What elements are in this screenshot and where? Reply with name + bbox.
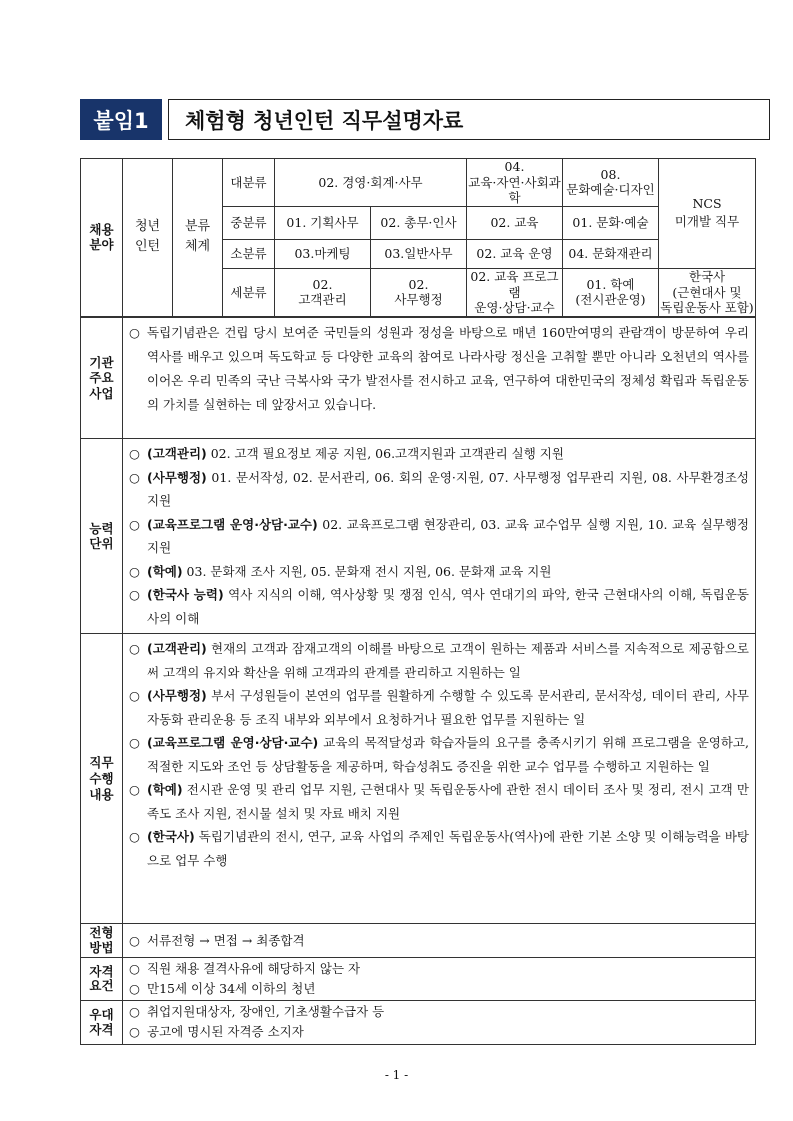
detail-category: 01. 학예 (전시관운영) [563,268,659,316]
item-heading: (학예) [147,782,183,798]
detail-category: 한국사 (근현대사 및 독립운동사 포함) [660,268,754,316]
job-description-table [80,158,756,1045]
process-text: 서류전형 → 면접 → 최종합격 [147,933,305,948]
minor-category: 03.일반사무 [371,239,467,268]
detail-category: 02. 교육 프로그램 운영·상담·교수 [467,268,563,316]
item-text: 교육의 목적달성과 학습자들의 요구를 충족시키기 위해 프로그램을 운영하고, 적절한 지도와 조언 등 상담활동을 제공하며, 학습성취도 증진을 위한 교수 업무를 수행하고 지원하는 일 [147,735,749,774]
item-heading: (사무행정) [147,688,207,704]
level-label: 중분류 [223,206,275,239]
recruit-field-label: 채용 분야 [81,159,123,317]
item-text: 02. 교육프로그램 현장관리, 03. 교육 교수업무 실행 지원, 10. 교육 실무행정 지원 [147,516,749,556]
middle-category: 01. 기획사무 [275,206,371,239]
minor-category: 02. 교육 운영 [467,239,563,268]
attachment-badge: 붙임1 [80,99,162,140]
process-content [123,924,756,958]
middle-category: 02. 교육 [467,206,563,239]
detail-category: 02. 사무행정 [371,268,467,316]
circle-bullet-icon: ○ [129,587,140,603]
business-label: 기관 주요 사업 [81,317,123,439]
document-header [80,99,770,140]
preference-text: 취업지원대상자, 장애인, 기초생활수급자 등 [147,1004,385,1020]
business-content [123,317,756,439]
circle-bullet-icon: ○ [129,735,140,751]
item-text: 전시관 운영 및 관리 업무 지원, 근현대사 및 독립운동사에 관한 전시 데이터 조사 및 정리, 전시 고객 만족도 조사 지원, 전시물 설치 및 자료 배치 지원 [147,782,749,821]
circle-bullet-icon: ○ [129,688,140,704]
item-text: 역사 지식의 이해, 역사상황 및 쟁점 인식, 역사 연대기의 파악, 한국 근현대사의 이해, 독립운동사의 이해 [147,587,749,626]
item-text: 03. 문화재 조사 지원, 05. 문화재 전시 지원, 06. 문화재 교육 지원 [182,563,552,579]
business-text: 독립기념관은 건립 당시 보여준 국민들의 성원과 정성을 바탕으로 매년 160만여명의 관람객이 방문하여 우리 역사를 배우고 있으며 독도학교 등 다양한 교육의 참여로 나라사랑 정신을 고취할 뿐만 아니라 오천년의 역사를 이어온 우리 민족의 국난 극복사와 국가 발전사를 전시하고 교육, 연구하여 대한민국의 정체성 확립과 독립운동의 가치를 실현하는 데 앞장서고 있습니다. [147,324,749,412]
item-text: 01. 문서작성, 02. 문서관리, 06. 회의 운영·지원, 07. 사무행정 업무관리 지원, 08. 사무환경조성 지원 [147,469,749,509]
circle-bullet-icon: ○ [129,641,140,657]
detail-category: 02. 고객관리 [275,268,371,316]
qualification-label: 자격 요건 [81,958,123,1001]
item-heading: (한국사) [147,829,195,845]
item-text: 현재의 고객과 잠재고객의 이해를 바탕으로 고객이 원하는 제품과 서비스를 지속적으로 제공함으로써 고객의 유지와 확산을 위해 고객과의 관계를 관리하고 지원하는 일 [147,641,749,680]
document-title: 체험형 청년인턴 직무설명자료 [168,99,770,140]
circle-bullet-icon: ○ [129,933,140,948]
item-heading: (교육프로그램 운영·상담·교수) [147,735,319,751]
qualification-text: 만15세 이상 34세 이하의 청년 [147,981,316,997]
middle-category: 01. 문화·예술 [563,206,659,239]
middle-category: 02. 총무·인사 [371,206,467,239]
item-heading: (사무행정) [147,469,207,485]
circle-bullet-icon: ○ [129,324,140,340]
preference-content [123,1001,756,1045]
circle-bullet-icon: ○ [129,563,140,579]
minor-category: 03.마케팅 [275,239,371,268]
item-text: 02. 고객 필요정보 제공 지원, 06.고객지원과 고객관리 실행 지원 [206,446,564,462]
item-text: 부서 구성원들이 본연의 업무를 원활하게 수행할 수 있도록 문서관리, 문서작성, 데이터 관리, 사무자동화 관리운용 등 조직 내부와 외부에서 요청하거나 필요한 업무를 지원하는 일 [147,688,749,727]
level-label: 대분류 [223,159,275,207]
circle-bullet-icon: ○ [129,981,140,997]
circle-bullet-icon: ○ [129,1024,140,1040]
qualification-text: 직원 채용 결격사유에 해당하지 않는 자 [147,961,361,977]
recruit-type: 청년 인턴 [123,159,173,317]
preference-text: 공고에 명시된 자격증 소지자 [147,1024,304,1040]
level-label: 소분류 [223,239,275,268]
circle-bullet-icon: ○ [129,829,140,845]
circle-bullet-icon: ○ [129,1004,140,1020]
circle-bullet-icon: ○ [129,782,140,798]
circle-bullet-icon: ○ [129,446,140,462]
ncs-note: NCS 미개발 직무 [659,159,756,269]
process-label: 전형 방법 [81,924,123,958]
duty-label: 직무 수행 내용 [81,634,123,924]
level-label: 세분류 [223,268,275,316]
ability-label: 능력 단위 [81,439,123,634]
major-category: 08. 문화예술·디자인 [563,159,659,207]
item-heading: (교육프로그램 운영·상담·교수) [147,516,318,532]
item-heading: (한국사 능력) [147,587,224,603]
circle-bullet-icon: ○ [129,961,140,977]
page-number: - 1 - [384,1068,409,1082]
minor-category: 04. 문화재관리 [563,239,659,268]
preference-label: 우대 자격 [81,1001,123,1045]
qualification-content [123,958,756,1001]
classification-system-label: 분류 체계 [173,159,223,317]
duty-content [123,634,756,924]
major-category: 02. 경영·회계·사무 [275,159,467,207]
circle-bullet-icon: ○ [129,516,140,532]
circle-bullet-icon: ○ [129,469,140,485]
major-category: 04. 교육·자연·사회과학 [468,159,561,206]
ability-content [123,439,756,634]
item-heading: (고객관리) [147,446,207,462]
item-heading: (학예) [147,563,183,579]
item-heading: (고객관리) [147,641,207,657]
item-text: 독립기념관의 전시, 연구, 교육 사업의 주제인 독립운동사(역사)에 관한 기본 소양 및 이해능력을 바탕으로 업무 수행 [147,829,749,868]
